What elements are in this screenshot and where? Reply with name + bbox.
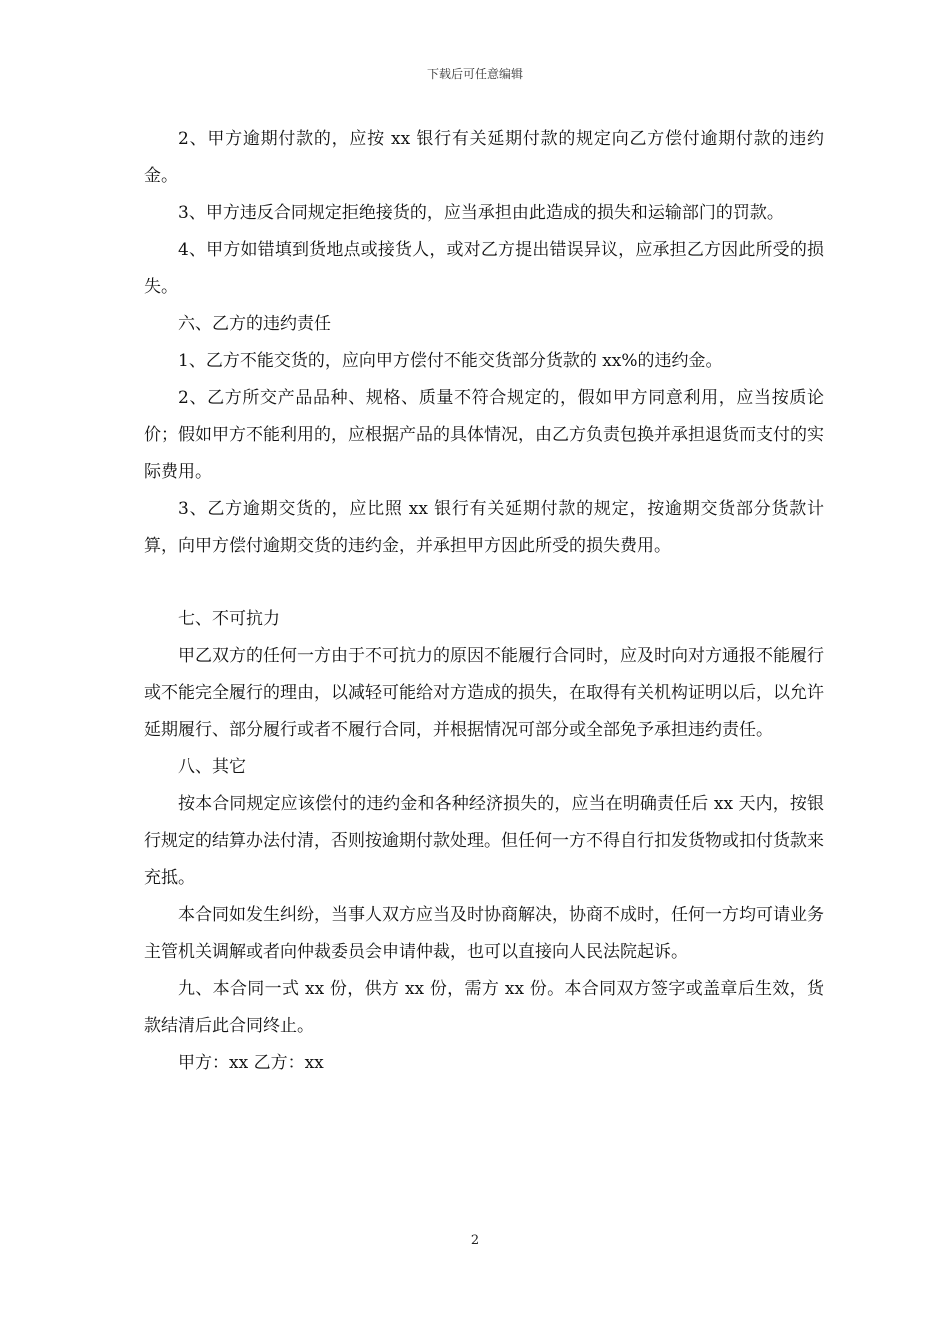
paragraph-quality-nonconformity: 2、乙方所交产品品种、规格、质量不符合规定的，假如甲方同意利用，应当按质论价；假如甲方不能利用的，应根据产品的具体情况，由乙方负责包换并承担退货而支付的实际费用。 — [144, 388, 824, 482]
section-heading-other: 八、其它 — [178, 757, 246, 777]
paragraph-late-delivery: 3、乙方逾期交货的，应比照 xx 银行有关延期付款的规定，按逾期交货部分货款计算，向甲方偿付逾期交货的违约金，并承担甲方因此所受的损失费用。 — [144, 499, 824, 556]
paragraph-no-delivery: 1、乙方不能交货的，应向甲方偿付不能交货部分货款的 xx%的违约金。 — [178, 351, 723, 371]
document-body — [144, 121, 824, 1082]
page-header: 下载后可任意编辑 — [426, 67, 523, 81]
paragraph-wrong-address: 4、甲方如错填到货地点或接货人，或对乙方提出错误异议，应承担乙方因此所受的损失。 — [144, 240, 824, 297]
paragraph-late-payment: 2、甲方逾期付款的，应按 xx 银行有关延期付款的规定向乙方偿付逾期付款的违约金。 — [144, 129, 824, 186]
paragraph-spacer — [144, 565, 824, 601]
section-heading-force-majeure: 七、不可抗力 — [178, 609, 280, 629]
paragraph-dispute: 本合同如发生纠纷，当事人双方应当及时协商解决，协商不成时，任何一方均可请业务主管机关调解或者向仲裁委员会申请仲裁，也可以直接向人民法院起诉。 — [144, 905, 824, 962]
paragraph-copies: 九、本合同一式 xx 份，供方 xx 份，需方 xx 份。本合同双方签字或盖章后生效，货款结清后此合同终止。 — [144, 979, 824, 1036]
paragraph-force-majeure: 甲乙双方的任何一方由于不可抗力的原因不能履行合同时，应及时向对方通报不能履行或不能完全履行的理由，以减轻可能给对方造成的损失，在取得有关机构证明以后，以允许延期履行、部分履行或者不履行合同，并根据情况可部分或全部免予承担违约责任。 — [144, 646, 824, 740]
signature-line: 甲方：xx 乙方：xx — [178, 1053, 324, 1073]
paragraph-settlement: 按本合同规定应该偿付的违约金和各种经济损失的，应当在明确责任后 xx 天内，按银行规定的结算办法付清，否则按逾期付款处理。但任何一方不得自行扣发货物或扣付货款来充抵。 — [144, 794, 824, 888]
section-heading-party-b-liability: 六、乙方的违约责任 — [178, 314, 331, 334]
page-number: 2 — [470, 1233, 480, 1248]
paragraph-refuse-delivery: 3、甲方违反合同规定拒绝接货的，应当承担由此造成的损失和运输部门的罚款。 — [178, 203, 784, 223]
